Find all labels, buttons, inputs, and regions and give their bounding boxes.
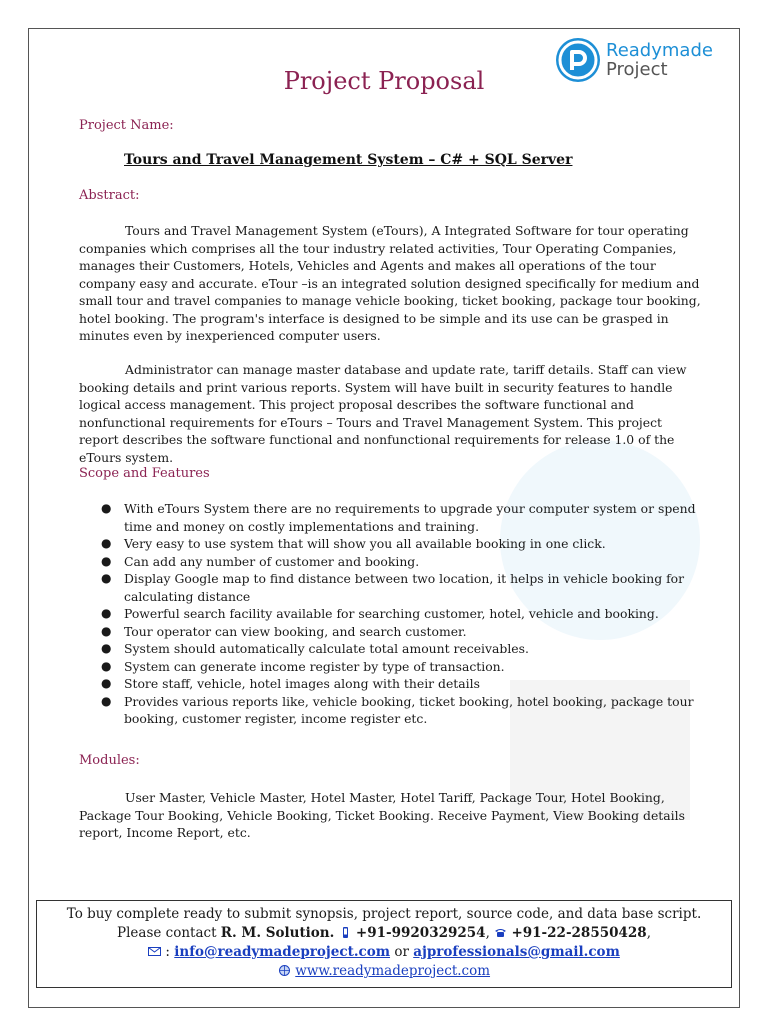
telephone-icon [494,927,507,938]
project-name-value: Tours and Travel Management System – C# + SQL Server [124,152,573,168]
list-item [79,605,704,623]
scope-heading: Scope and Features [79,466,210,481]
feature-text: Very easy to use system that will show you all available booking in one click. [124,536,606,551]
bullet-icon: ● [101,623,112,638]
list-item [79,675,704,693]
contact-box [36,900,732,988]
feature-text: Display Google map to find distance between two location, it helps in vehicle booking for calculating distance [124,571,685,604]
list-item [79,658,704,676]
footer-website-line [37,962,731,981]
feature-text: System can generate income register by type of transaction. [124,658,505,674]
feature-text: With eTours System there are no requirements to upgrade your computer system or spend time and money on costly implementations and training. [124,501,696,534]
feature-text: Tour operator can view booking, and search customer. [124,623,467,639]
list-item [79,623,704,641]
page-title: Project Proposal [283,67,485,95]
footer-line-1: To buy complete ready to submit synopsis, project report, source code, and data base script. [66,906,702,922]
modules-heading: Modules: [79,753,140,768]
contact-prefix: Please contact [117,925,221,941]
feature-text: Powerful search facility available for searching customer, hotel, vehicle and booking. [124,606,659,621]
project-name-heading: Project Name: [79,118,174,133]
modules-paragraph: User Master, Vehicle Master, Hotel Master, Hotel Tariff, Package Tour, Hotel Booking, Package Tour Booking, Vehicle Booking, Ticket Booking. Receive Payment, View Booking details report, Income Report, etc. [79,790,685,840]
envelope-icon [148,946,161,957]
feature-text: Provides various reports like, vehicle booking, ticket booking, hotel booking, package tour booking, customer register, income register etc. [124,693,694,726]
email-prefix: : [161,944,175,960]
feature-text: Can add any number of customer and booking. [124,553,420,569]
email-or: or [390,944,414,960]
company-name: R. M. Solution. [220,925,335,941]
feature-text: System should automatically calculate total amount receivables. [124,641,529,656]
list-item [79,570,704,605]
footer-email-line [37,943,731,962]
mobile-phone-icon [339,927,352,938]
features-list [79,500,704,728]
logo-line1: Readymade [606,40,713,61]
mobile-number: +91-9920329254 [355,925,486,941]
email-link-ajprofessionals[interactable]: ajprofessionals@gmail.com [413,944,620,960]
abstract-paragraph-2: Administrator can manage master database and update rate, tariff details. Staff can view booking details and print various reports. System will have built in security features to handle logical access management. This project proposal describes the software functional and nonfunctional requirements for eTours – Tours and Travel Management System. This project report describes the software functional and nonfunctional requirements for release 1.0 of the eTours system. [79,362,687,465]
website-link[interactable]: www.readymadeproject.com [295,963,491,979]
bullet-icon: ● [101,536,112,550]
abstract-heading: Abstract: [79,188,140,203]
bullet-icon: ● [101,658,112,673]
feature-text: Store staff, vehicle, hotel images along with their details [124,676,480,691]
email-link-info[interactable]: info@readymadeproject.com [174,944,391,960]
bullet-icon: ● [101,553,112,568]
bullet-icon: ● [101,641,112,655]
footer-contact-line: Please contact R. M. Solution. +91-9920329254, +91-22-28550428, [117,925,651,941]
list-item [79,693,704,728]
globe-icon [278,965,291,976]
bullet-icon: ● [101,501,112,515]
list-item [79,640,704,658]
bullet-icon: ● [101,571,112,585]
list-item [79,553,704,571]
bullet-icon: ● [101,693,112,708]
bullet-icon: ● [101,606,112,620]
list-item [79,500,704,535]
phone-number: +91-22-28550428 [511,925,647,941]
bullet-icon: ● [101,676,112,690]
abstract-paragraph-1: Tours and Travel Management System (eTours), A Integrated Software for tour operating companies which comprises all the tour industry related activities, Tour Operating Companies, manages their Customers, Hotels, Vehicles and Agents and makes all operations of the tour company easy and accurate. eTour –is an integrated solution designed specifically for medium and small tour and travel companies to manage vehicle booking, ticket booking, package tour booking, hotel booking. The program's interface is designed to be simple and its use can be grasped in minutes even by inexperienced computer users. [79,223,701,343]
list-item [79,535,704,553]
logo-line2: Project [606,59,668,80]
